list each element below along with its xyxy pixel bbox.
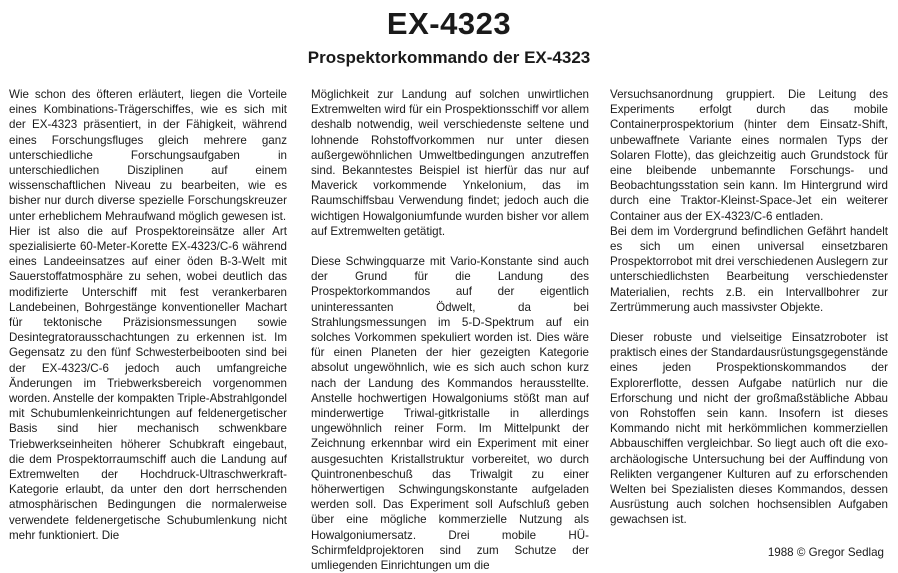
paragraph: Bei dem im Vordergrund befindlichen Gefährt handelt es sich um einen universal einsetzbaren Prospektorrobot mit drei verschiedenen Auslegern zur unterschiedlichsten Bearbeitung verschiedenster Materialien, rechts z.B. ein Intervallbohrer zur Zertrümmerung auch massivster Objekte. xyxy=(610,224,888,314)
text-column-2 xyxy=(311,87,589,573)
paragraph: Dieser robuste und vielseitige Einsatzroboter ist praktisch eines der Standardausrüstungsgegenstände eines jeden Prospektionskommandos der Explorerflotte, dessen Aufgabe natürlich nur die Erforschung und nicht der großmaßstäbliche Abbau von Rohstoffen sein kann. Insofern ist dieses Kommando nicht mit herkömmlichen kommerziellen Abbauschiffen vergleichbar. So liegt auch oft die exo-archäologische Untersuchung bei der Auffindung von Relikten vergangener Kulturen auf zu erforschenden Welten bei Spezialisten dieses Kommandos, dessen Ausrüstung auch solchen hochsensiblen Aufgaben gewachsen ist. xyxy=(610,331,888,527)
page-subtitle: Prospektorkommando der EX-4323 xyxy=(307,48,591,67)
text-column-3 xyxy=(610,87,888,528)
paragraph: Versuchsanordnung gruppiert. Die Leitung des Experiments erfolgt durch das mobile Containerprospektorium (hinter dem Einsatz-Shift, unbewaffnete Variante eines normalen Typs der Solaren Flotte), das gleichzeitig auch Grundstock für eine bleibende unbemannte Forschungs- und Beobachtungsstation sein kann. Im Hintergrund wird durch eine Traktor-Kleinst-Space-Jet ein weiterer Container aus der EX-4323/C-6 entladen. xyxy=(610,88,888,223)
paragraph: Diese Schwingquarze mit Vario-Konstante sind auch der Grund für die Landung des Prospektorkommandos auf der eigentlich uninteressanten Ödwelt, da bei Strahlungsmessungen im 5-D-Spektrum auf ein solches Vorkommen spekuliert worden ist. Dies wäre für einen Planeten der hier gezeigten Kategorie absolut ungewöhnlich, wie es sich auch schon kurz nach der Landung des Kommandos herausstellte. Anstelle hochwertigen Howalgoniums stößt man auf minderwertige Triwal-gitkristalle in allerdings ungewöhnlich reiner Form. Im Mittelpunkt der Zeichnung erkennbar wird ein Experiment mit einer ausgesuchten Kristallstruktur vorbereitet, wo durch Quintronenbeschuß das Triwalgit zu einer höherwertigen Schwingungskonstante aufgeladen werden soll. Das Experiment soll Aufschluß geben über eine mögliche kommerzielle Nutzung als Howalgoniumersatz. Drei mobile HÜ-Schirmfeldprojektoren sind zum Schutze der umliegenden Einrichtungen um die xyxy=(311,255,589,573)
paragraph: Möglichkeit zur Landung auf solchen unwirtlichen Extremwelten wird für ein Prospektionsschiff vor allem deshalb notwendig, weil verschiedenste seltene und lohnende Rohstoffvorkommen nur unter diesen außergewöhnlichen Umweltbedingungen anzutreffen sind. Bekanntestes Beispiel ist hierfür das nur auf Maverick vorkommende Ynkelonium, das im Raumschiffsbau Verwendung findet; jedoch auch die wichtigen Howalgoniumfunde wurden bisher vor allem auf Extremwelten getätigt. xyxy=(311,88,589,238)
page-title: EX-4323 xyxy=(386,6,512,41)
paragraph: Wie schon des öfteren erläutert, liegen die Vorteile eines Kombinations-Trägerschiffes, wie es sich mit der EX-4323 präsentiert, in der Fähigkeit, während eines Forschungsfluges gleich mehrere ganz unterschiedliche Forschungsaufgaben in unterschiedlichen Disziplinen auf einem wissenschaftlichen Niveau zu bearbeiten, wie es bisher nur durch diverse spezielle Forschungskreuzer unter erheblichem Mehraufwand möglich gewesen ist. xyxy=(9,88,287,223)
paragraph: Hier ist also die auf Prospektoreinsätze aller Art spezialisierte 60-Meter-Korette EX-4323/C-6 während eines Landeeinsatzes auf einer öden B-3-Welt mit Sauerstoffatmosphäre zu sehen, wobei deutlich das modifizierte Unterschiff mit fest verankerbaren Landebeinen, Bohrgestänge konventioneller Machart für tektonische Präzisionsmessungen sowie Desintegratorausschachtungen zu erkennen ist. Im Gegensatz zu den fünf Schwesterbeibooten sind bei der EX-4323/C-6 jedoch auch umfangreiche Änderungen im Triebwerksbereich vorgenommen worden. Anstelle der kompakten Triple-Abstrahlgondel mit Schubumlenkeinrichtungen auf feldenergetischer Basis sind hier mechanisch schwenkbare Triebwerkseinheiten höherer Schubkraft eingebaut, die dem Prospektorraumschiff auch die Landung auf Extremwelten der Hochdruck-Ultraschwerkraft-Kategorie erlaubt, da unter den dort herrschenden atmosphärischen Bedingungen die normalerweise verwendete feldenergetische Schubumlenkung nicht mehr funktioniert. Die xyxy=(9,224,287,542)
text-column-1 xyxy=(9,87,287,543)
copyright-credit: 1988 © Gregor Sedlag xyxy=(767,546,884,559)
